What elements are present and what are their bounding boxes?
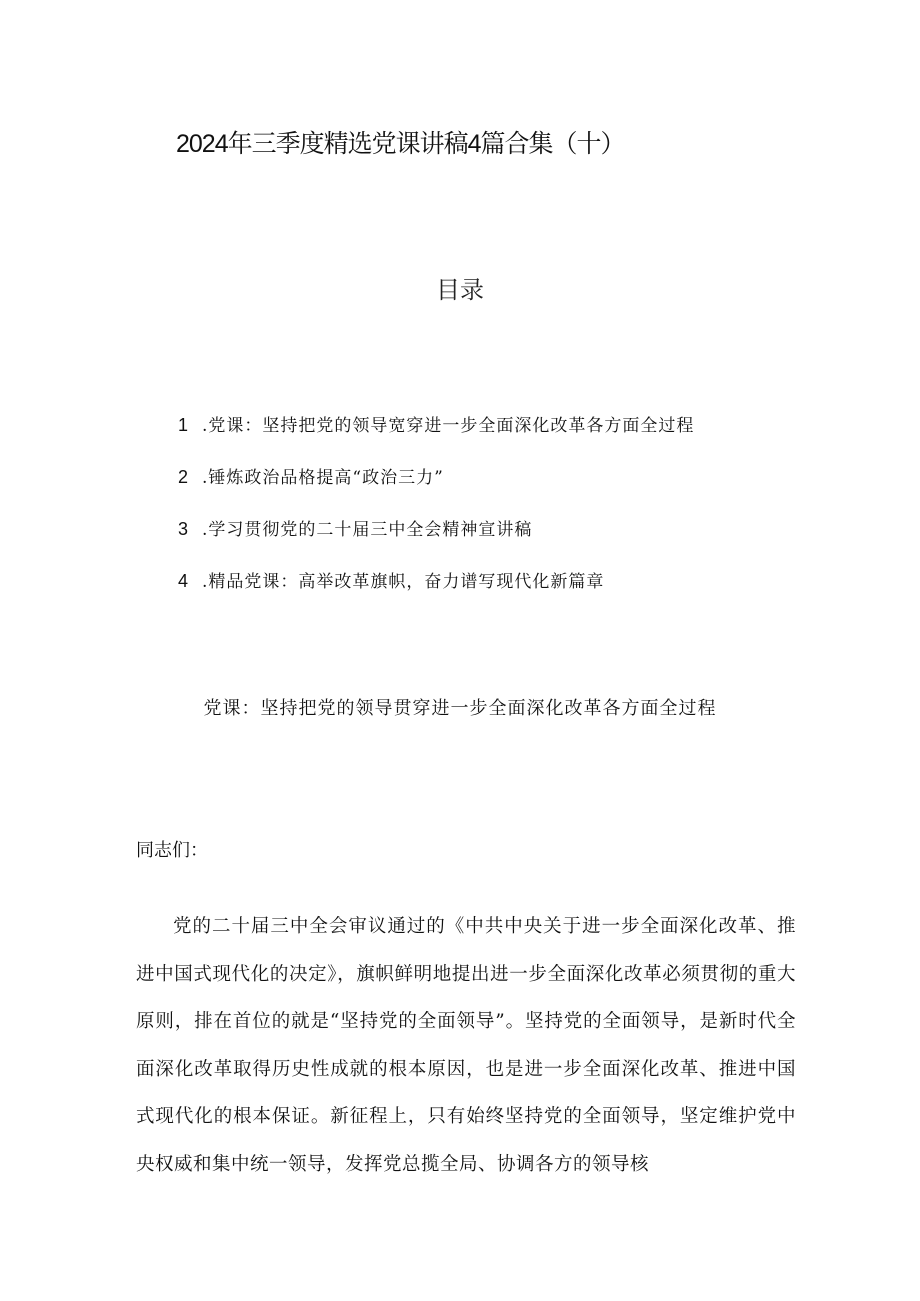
toc-item[interactable] — [178, 568, 694, 620]
toc-item[interactable] — [178, 464, 694, 516]
toc-item-number: 4 — [178, 571, 190, 591]
toc-item-text: .锤炼政治品格提高“政治三力” — [202, 468, 444, 488]
toc-item-number: 3 — [178, 519, 190, 539]
toc-item-text: .学习贯彻党的二十届三中全会精神宣讲稿 — [202, 520, 533, 540]
toc-item-text: .党课：坚持把党的领导宽穿进一步全面深化改革各方面全过程 — [202, 416, 695, 436]
table-of-contents — [178, 412, 694, 620]
toc-item[interactable] — [178, 412, 694, 464]
section-title: 党课：坚持把党的领导贯穿进一步全面深化改革各方面全过程 — [203, 698, 717, 719]
toc-heading: 目录 — [436, 276, 484, 304]
toc-item-number: 1 — [178, 415, 190, 435]
body-paragraph: 党的二十届三中全会审议通过的《中共中央关于进一步全面深化改革、推进中国式现代化的决定》，旗帜鲜明地提出进一步全面深化改革必须贯彻的重大原则，排在首位的就是“坚持党的全面领导”。坚持党的全面领导，是新时代全面深化改革取得历史性成就的根本原因，也是进一步全面深化改革、推进中国式现代化的根本保证。新征程上，只有始终坚持党的全面领导，坚定维护党中央权威和集中统一领导，发挥党总揽全局、协调各方的领导核 — [136, 916, 796, 1175]
toc-item-text: .精品党课：高举改革旗帜，奋力谱写现代化新篇章 — [202, 572, 605, 592]
salutation: 同志们： — [136, 840, 208, 861]
document-title: 2024年三季度精选党课讲稿4篇合集（十） — [176, 130, 625, 158]
toc-item[interactable] — [178, 516, 694, 568]
toc-item-number: 2 — [178, 467, 190, 487]
